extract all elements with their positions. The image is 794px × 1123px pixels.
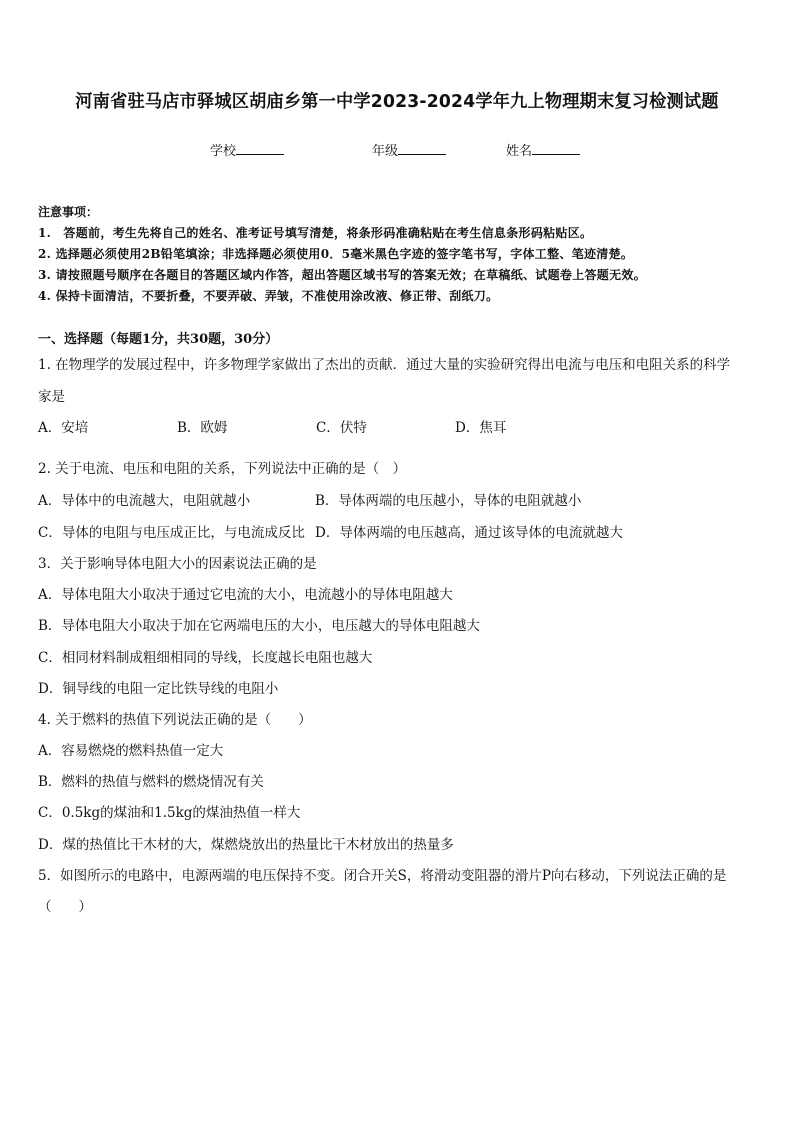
school-label: 学校 xyxy=(210,144,237,159)
question-1-option-c: C．伏特 xyxy=(316,420,367,436)
question-4-option-c: C．0.5kg的煤油和1.5kg的煤油热值一样大 xyxy=(38,805,301,821)
grade-field xyxy=(372,140,446,159)
question-5-stem-cont: （ ） xyxy=(38,899,92,915)
question-1-option-a: A．安培 xyxy=(38,420,89,436)
question-4-stem: 4. 关于燃料的热值下列说法正确的是（ ） xyxy=(38,712,312,728)
question-1-stem-cont: 家是 xyxy=(38,389,65,405)
section-heading: 一、选择题（每题1分，共30题，30分） xyxy=(38,332,279,347)
question-2-option-c: C．导体的电阻与电压成正比，与电流成反比 xyxy=(38,525,305,541)
question-1-stem: 1. 在物理学的发展过程中，许多物理学家做出了杰出的贡献．通过大量的实验研究得出电流与电压和电阻关系的科学 xyxy=(38,357,731,373)
question-5-stem: 5．如图所示的电路中，电源两端的电压保持不变。闭合开关S，将滑动变阻器的滑片P向右移动，下列说法正确的是 xyxy=(38,868,727,884)
question-4-option-d: D．煤的热值比干木材的大，煤燃烧放出的热量比干木材放出的热量多 xyxy=(38,837,454,853)
question-3-option-a: A．导体电阻大小取决于通过它电流的大小，电流越小的导体电阻越大 xyxy=(38,587,453,603)
name-label: 姓名 xyxy=(506,144,533,159)
note-item: 4. 保持卡面清洁，不要折叠，不要弄破、弄皱，不准使用涂改液、修正带、刮纸刀。 xyxy=(38,289,499,303)
question-2-option-d: D．导体两端的电压越高，通过该导体的电流就越大 xyxy=(315,525,623,541)
name-field xyxy=(506,140,580,159)
question-2-option-b: B．导体两端的电压越小，导体的电阻就越小 xyxy=(315,493,582,509)
question-3-option-d: D．铜导线的电阻一定比铁导线的电阻小 xyxy=(38,681,279,697)
school-blank xyxy=(236,142,284,155)
grade-label: 年级 xyxy=(372,144,399,159)
question-1-option-b: B．欧姆 xyxy=(177,420,228,436)
school-field xyxy=(210,140,284,159)
grade-blank xyxy=(398,142,446,155)
question-2-stem: 2. 关于电流、电压和电阻的关系，下列说法中正确的是（ ） xyxy=(38,461,407,477)
note-item: 2. 选择题必须使用2B铅笔填涂；非选择题必须使用0．5毫米黑色字迹的签字笔书写，字体工整、笔迹清楚。 xyxy=(38,247,634,261)
note-item: 1. 答题前，考生先将自己的姓名、准考证号填写清楚，将条形码准确粘贴在考生信息条形码粘贴区。 xyxy=(38,226,593,240)
question-3-option-b: B．导体电阻大小取决于加在它两端电压的大小，电压越大的导体电阻越大 xyxy=(38,618,480,634)
notes-heading: 注意事项： xyxy=(38,205,99,219)
question-2-option-a: A．导体中的电流越大，电阻就越小 xyxy=(38,493,251,509)
note-item: 3. 请按照题号顺序在各题目的答题区域内作答，超出答题区域书写的答案无效；在草稿纸、试题卷上答题无效。 xyxy=(38,268,647,282)
question-4-option-a: A．容易燃烧的燃料热值一定大 xyxy=(38,743,224,759)
page-title: 河南省驻马店市驿城区胡庙乡第一中学2023-2024学年九上物理期末复习检测试题 xyxy=(75,92,719,112)
question-4-option-b: B．燃料的热值与燃料的燃烧情况有关 xyxy=(38,774,264,790)
question-3-stem: 3．关于影响导体电阻大小的因素说法正确的是 xyxy=(38,556,317,572)
question-3-option-c: C．相同材料制成粗细相同的导线，长度越长电阻也越大 xyxy=(38,650,373,666)
question-1-option-d: D．焦耳 xyxy=(455,420,507,436)
name-blank xyxy=(532,142,580,155)
